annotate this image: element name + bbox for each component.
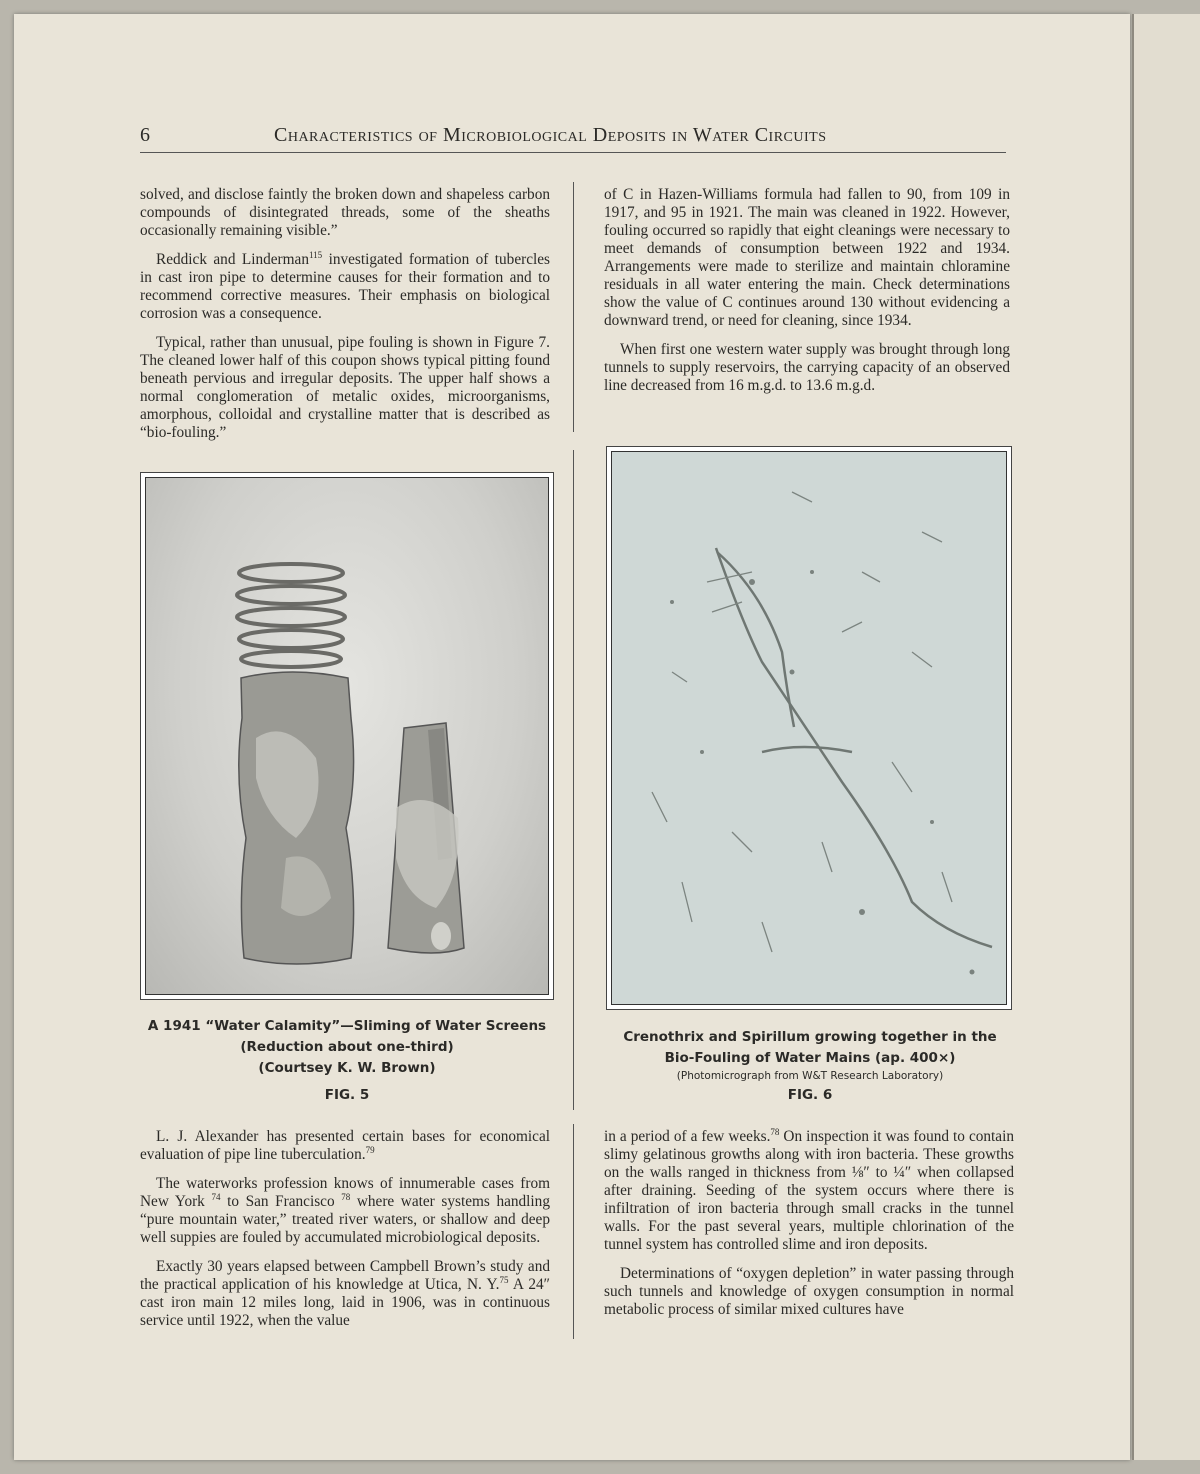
running-title: Characteristics of Microbiological Deposits in Water Circuits <box>274 124 827 146</box>
figure-label: FIG. 5 <box>324 1087 370 1103</box>
left-column-top <box>140 186 550 453</box>
column-rule-top <box>573 182 574 432</box>
bacteria-illustration <box>612 452 1006 1004</box>
caption-credit: (Photomicrograph from W&T Research Laboratory) <box>676 1070 944 1082</box>
figure-5-caption <box>140 1016 554 1106</box>
paragraph: of C in Hazen-Williams formula had fallen to 90, from 109 in 1917, and 95 in 1921. The main was cleaned in 1922. However, fouling occurred so rapidly that eight cleanings were necessary to meet demands of consumption between 1922 and 1934. Arrangements were made to sterilize and maintain chloramine residuals in all water entering the main. Check determinations show the value of C continues around 130 without evidencing a downward trend, or need for cleaning, since 1934. <box>604 186 1010 329</box>
caption-line: Crenothrix and Spirillum growing together in the <box>623 1029 997 1045</box>
next-page-edge <box>1132 14 1200 1460</box>
caption-line: (Reduction about one-third) <box>240 1039 454 1055</box>
column-rule-bottom <box>573 1124 574 1339</box>
figure-6-photomicrograph <box>606 446 1012 1010</box>
figure-6-caption <box>604 1027 1016 1106</box>
paragraph: Exactly 30 years elapsed between Campbell Brown’s study and the practical application of his knowledge at Utica, N. Y.$^{75}$ A 24″ cast iron main 12 miles long, laid in 1906, was in continuous service until 1922, when the value <box>140 1258 550 1329</box>
paragraph: Typical, rather than unusual, pipe fouling is shown in Figure 7. The cleaned lower half of this coupon shows typical pitting found beneath pervious and irregular deposits. The upper half shows a normal conglomeration of metalic oxides, microorganisms, amorphous, colloidal and crystalline matter that is described as “bio-fouling.” <box>140 334 550 441</box>
figure-5-photo <box>140 472 554 1000</box>
caption-line: A 1941 “Water Calamity”—Sliming of Water Screens <box>147 1018 547 1034</box>
caption-line: (Courtsey K. W. Brown) <box>258 1060 436 1076</box>
paragraph: The waterworks profession knows of innumerable cases from New York $^{74}$ to San Francisco $^{78}$ where water systems handling “pure mountain water,” treated river waters, or shallow and deep well suppies are fouled by accumulated microbiological deposits. <box>140 1175 550 1246</box>
figure-label: FIG. 6 <box>787 1087 833 1103</box>
page-number: 6 <box>140 124 150 146</box>
right-column-bottom <box>604 1128 1014 1330</box>
column-rule-middle <box>573 450 574 1110</box>
screens-illustration <box>146 478 548 994</box>
paragraph: L. J. Alexander has presented certain bases for economical evaluation of pipe line tuberculation.$^{79}$ <box>140 1128 550 1163</box>
paragraph: solved, and disclose faintly the broken down and shapeless carbon compounds of disintegrated threads, some of the sheaths occasionally remaining visible.” <box>140 186 550 239</box>
paragraph: When first one western water supply was brought through long tunnels to supply reservoirs, the carrying capacity of an observed line decreased from 16 m.g.d. to 13.6 m.g.d. <box>604 341 1010 394</box>
caption-line: Bio-Fouling of Water Mains (ap. 400×) <box>664 1050 956 1066</box>
right-column-top <box>604 186 1010 406</box>
paragraph: in a period of a few weeks.$^{78}$ On inspection it was found to contain slimy gelatinous growths along with iron bacteria. These growths on the walls ranged in thickness from ⅛″ to ¼″ when collapsed after draining. Seeding of the system occurs where there is infiltration of iron bacteria through small cracks in the tunnel walls. For the past several years, multiple chlorination of the tunnel system has controlled slime and iron deposits. <box>604 1126 1014 1253</box>
page-header <box>140 124 1006 153</box>
left-column-bottom <box>140 1128 550 1341</box>
paragraph: Determinations of “oxygen depletion” in water passing through such tunnels and knowledge of oxygen consumption in normal metabolic process of similar mixed cultures have <box>604 1265 1014 1318</box>
paragraph: Reddick and Linderman$^{115}$ investigated formation of tubercles in cast iron pipe to determine causes for their formation and to recommend corrective measures. Their emphasis on biological corrosion was a consequence. <box>140 249 550 322</box>
